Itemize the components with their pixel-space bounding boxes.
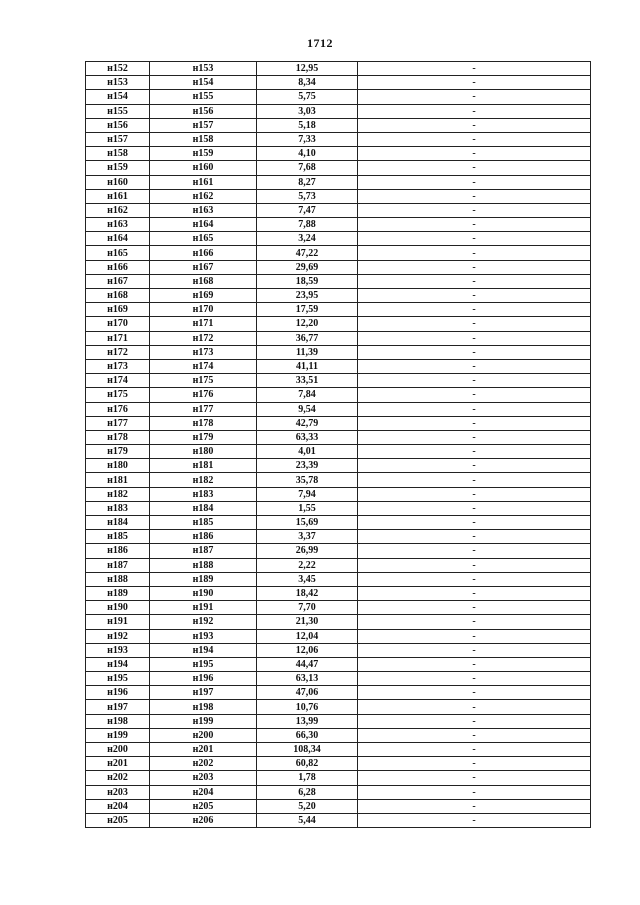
to-point-cell: н166 — [150, 246, 257, 260]
to-point-cell: н174 — [150, 359, 257, 373]
table-row — [86, 175, 591, 189]
to-point-cell: н201 — [150, 743, 257, 757]
note-cell: - — [358, 629, 591, 643]
table-row — [86, 345, 591, 359]
to-point-cell: н176 — [150, 388, 257, 402]
to-point-cell: н171 — [150, 317, 257, 331]
to-point-cell: н160 — [150, 161, 257, 175]
to-point-cell: н197 — [150, 686, 257, 700]
from-point-cell: н204 — [86, 799, 150, 813]
table-row — [86, 359, 591, 373]
note-cell: - — [358, 104, 591, 118]
to-point-cell: н163 — [150, 203, 257, 217]
to-point-cell: н167 — [150, 260, 257, 274]
boundary-table — [85, 61, 591, 828]
table-row — [86, 572, 591, 586]
length-cell: 4,01 — [257, 445, 358, 459]
table-row — [86, 743, 591, 757]
length-cell: 15,69 — [257, 516, 358, 530]
note-cell: - — [358, 516, 591, 530]
table-row — [86, 104, 591, 118]
from-point-cell: н153 — [86, 76, 150, 90]
from-point-cell: н165 — [86, 246, 150, 260]
note-cell: - — [358, 260, 591, 274]
table-row — [86, 686, 591, 700]
table-row — [86, 459, 591, 473]
table-row — [86, 601, 591, 615]
page-number: 1712 — [307, 36, 333, 50]
note-cell: - — [358, 132, 591, 146]
length-cell: 47,06 — [257, 686, 358, 700]
table-row — [86, 246, 591, 260]
from-point-cell: н169 — [86, 303, 150, 317]
length-cell: 3,24 — [257, 232, 358, 246]
table-row — [86, 317, 591, 331]
length-cell: 11,39 — [257, 345, 358, 359]
length-cell: 8,34 — [257, 76, 358, 90]
to-point-cell: н183 — [150, 487, 257, 501]
length-cell: 7,68 — [257, 161, 358, 175]
note-cell: - — [358, 402, 591, 416]
note-cell: - — [358, 62, 591, 76]
table-row — [86, 218, 591, 232]
length-cell: 21,30 — [257, 615, 358, 629]
note-cell: - — [358, 189, 591, 203]
length-cell: 13,99 — [257, 714, 358, 728]
length-cell: 66,30 — [257, 728, 358, 742]
table-row — [86, 558, 591, 572]
length-cell: 23,39 — [257, 459, 358, 473]
from-point-cell: н164 — [86, 232, 150, 246]
table-row — [86, 501, 591, 515]
note-cell: - — [358, 388, 591, 402]
note-cell: - — [358, 743, 591, 757]
note-cell: - — [358, 686, 591, 700]
note-cell: - — [358, 203, 591, 217]
note-cell: - — [358, 303, 591, 317]
from-point-cell: н168 — [86, 289, 150, 303]
note-cell: - — [358, 672, 591, 686]
from-point-cell: н166 — [86, 260, 150, 274]
to-point-cell: н191 — [150, 601, 257, 615]
note-cell: - — [358, 246, 591, 260]
table-row — [86, 757, 591, 771]
note-cell: - — [358, 544, 591, 558]
note-cell: - — [358, 317, 591, 331]
table-row — [86, 700, 591, 714]
table-row — [86, 714, 591, 728]
from-point-cell: н167 — [86, 274, 150, 288]
note-cell: - — [358, 161, 591, 175]
length-cell: 7,84 — [257, 388, 358, 402]
length-cell: 63,33 — [257, 430, 358, 444]
to-point-cell: н205 — [150, 799, 257, 813]
length-cell: 4,10 — [257, 147, 358, 161]
table-row — [86, 728, 591, 742]
length-cell: 10,76 — [257, 700, 358, 714]
length-cell: 3,45 — [257, 572, 358, 586]
length-cell: 7,70 — [257, 601, 358, 615]
to-point-cell: н194 — [150, 643, 257, 657]
to-point-cell: н190 — [150, 586, 257, 600]
to-point-cell: н170 — [150, 303, 257, 317]
from-point-cell: н178 — [86, 430, 150, 444]
from-point-cell: н203 — [86, 785, 150, 799]
length-cell: 36,77 — [257, 331, 358, 345]
note-cell: - — [358, 714, 591, 728]
to-point-cell: н193 — [150, 629, 257, 643]
length-cell: 7,47 — [257, 203, 358, 217]
table-row — [86, 530, 591, 544]
to-point-cell: н189 — [150, 572, 257, 586]
from-point-cell: н189 — [86, 586, 150, 600]
table-row — [86, 274, 591, 288]
note-cell: - — [358, 728, 591, 742]
to-point-cell: н187 — [150, 544, 257, 558]
table-row — [86, 402, 591, 416]
note-cell: - — [358, 586, 591, 600]
table-row — [86, 331, 591, 345]
from-point-cell: н155 — [86, 104, 150, 118]
note-cell: - — [358, 430, 591, 444]
from-point-cell: н197 — [86, 700, 150, 714]
note-cell: - — [358, 530, 591, 544]
from-point-cell: н162 — [86, 203, 150, 217]
length-cell: 26,99 — [257, 544, 358, 558]
to-point-cell: н158 — [150, 132, 257, 146]
table-row — [86, 76, 591, 90]
to-point-cell: н164 — [150, 218, 257, 232]
note-cell: - — [358, 147, 591, 161]
note-cell: - — [358, 218, 591, 232]
to-point-cell: н182 — [150, 473, 257, 487]
from-point-cell: н202 — [86, 771, 150, 785]
from-point-cell: н163 — [86, 218, 150, 232]
from-point-cell: н199 — [86, 728, 150, 742]
note-cell: - — [358, 374, 591, 388]
note-cell: - — [358, 558, 591, 572]
table-row — [86, 615, 591, 629]
table-row — [86, 388, 591, 402]
note-cell: - — [358, 757, 591, 771]
to-point-cell: н169 — [150, 289, 257, 303]
table-row — [86, 785, 591, 799]
note-cell: - — [358, 76, 591, 90]
to-point-cell: н159 — [150, 147, 257, 161]
from-point-cell: н176 — [86, 402, 150, 416]
to-point-cell: н184 — [150, 501, 257, 515]
from-point-cell: н170 — [86, 317, 150, 331]
note-cell: - — [358, 501, 591, 515]
to-point-cell: н199 — [150, 714, 257, 728]
length-cell: 12,06 — [257, 643, 358, 657]
to-point-cell: н181 — [150, 459, 257, 473]
to-point-cell: н173 — [150, 345, 257, 359]
from-point-cell: н190 — [86, 601, 150, 615]
to-point-cell: н156 — [150, 104, 257, 118]
length-cell: 18,59 — [257, 274, 358, 288]
length-cell: 9,54 — [257, 402, 358, 416]
to-point-cell: н165 — [150, 232, 257, 246]
from-point-cell: н187 — [86, 558, 150, 572]
length-cell: 7,33 — [257, 132, 358, 146]
note-cell: - — [358, 601, 591, 615]
table-body — [86, 62, 591, 828]
to-point-cell: н155 — [150, 90, 257, 104]
length-cell: 5,20 — [257, 799, 358, 813]
from-point-cell: н200 — [86, 743, 150, 757]
to-point-cell: н180 — [150, 445, 257, 459]
table-row — [86, 813, 591, 827]
table-row — [86, 289, 591, 303]
note-cell: - — [358, 274, 591, 288]
from-point-cell: н185 — [86, 530, 150, 544]
from-point-cell: н154 — [86, 90, 150, 104]
length-cell: 29,69 — [257, 260, 358, 274]
note-cell: - — [358, 232, 591, 246]
from-point-cell: н186 — [86, 544, 150, 558]
table-row — [86, 132, 591, 146]
to-point-cell: н204 — [150, 785, 257, 799]
to-point-cell: н162 — [150, 189, 257, 203]
length-cell: 47,22 — [257, 246, 358, 260]
from-point-cell: н179 — [86, 445, 150, 459]
table-row — [86, 643, 591, 657]
note-cell: - — [358, 459, 591, 473]
from-point-cell: н192 — [86, 629, 150, 643]
length-cell: 12,95 — [257, 62, 358, 76]
to-point-cell: н153 — [150, 62, 257, 76]
table-row — [86, 374, 591, 388]
to-point-cell: н154 — [150, 76, 257, 90]
table-row — [86, 416, 591, 430]
length-cell: 1,55 — [257, 501, 358, 515]
table-row — [86, 672, 591, 686]
table-row — [86, 203, 591, 217]
table-row — [86, 430, 591, 444]
from-point-cell: н152 — [86, 62, 150, 76]
note-cell: - — [358, 771, 591, 785]
from-point-cell: н184 — [86, 516, 150, 530]
from-point-cell: н205 — [86, 813, 150, 827]
to-point-cell: н196 — [150, 672, 257, 686]
from-point-cell: н180 — [86, 459, 150, 473]
to-point-cell: н175 — [150, 374, 257, 388]
note-cell: - — [358, 657, 591, 671]
to-point-cell: н168 — [150, 274, 257, 288]
note-cell: - — [358, 345, 591, 359]
length-cell: 3,37 — [257, 530, 358, 544]
from-point-cell: н156 — [86, 118, 150, 132]
to-point-cell: н195 — [150, 657, 257, 671]
length-cell: 7,94 — [257, 487, 358, 501]
table-row — [86, 657, 591, 671]
length-cell: 3,03 — [257, 104, 358, 118]
to-point-cell: н203 — [150, 771, 257, 785]
from-point-cell: н177 — [86, 416, 150, 430]
length-cell: 1,78 — [257, 771, 358, 785]
from-point-cell: н157 — [86, 132, 150, 146]
table-row — [86, 629, 591, 643]
from-point-cell: н191 — [86, 615, 150, 629]
to-point-cell: н161 — [150, 175, 257, 189]
from-point-cell: н158 — [86, 147, 150, 161]
from-point-cell: н173 — [86, 359, 150, 373]
from-point-cell: н188 — [86, 572, 150, 586]
table-row — [86, 544, 591, 558]
from-point-cell: н193 — [86, 643, 150, 657]
from-point-cell: н195 — [86, 672, 150, 686]
note-cell: - — [358, 90, 591, 104]
table-row — [86, 473, 591, 487]
length-cell: 18,42 — [257, 586, 358, 600]
table-row — [86, 487, 591, 501]
length-cell: 7,88 — [257, 218, 358, 232]
note-cell: - — [358, 473, 591, 487]
to-point-cell: н157 — [150, 118, 257, 132]
length-cell: 23,95 — [257, 289, 358, 303]
table-row — [86, 516, 591, 530]
note-cell: - — [358, 289, 591, 303]
from-point-cell: н183 — [86, 501, 150, 515]
note-cell: - — [358, 643, 591, 657]
from-point-cell: н174 — [86, 374, 150, 388]
note-cell: - — [358, 359, 591, 373]
from-point-cell: н194 — [86, 657, 150, 671]
to-point-cell: н186 — [150, 530, 257, 544]
length-cell: 108,34 — [257, 743, 358, 757]
note-cell: - — [358, 700, 591, 714]
length-cell: 33,51 — [257, 374, 358, 388]
note-cell: - — [358, 331, 591, 345]
length-cell: 35,78 — [257, 473, 358, 487]
length-cell: 5,73 — [257, 189, 358, 203]
to-point-cell: н179 — [150, 430, 257, 444]
to-point-cell: н185 — [150, 516, 257, 530]
table-row — [86, 799, 591, 813]
length-cell: 12,04 — [257, 629, 358, 643]
to-point-cell: н192 — [150, 615, 257, 629]
table-row — [86, 147, 591, 161]
from-point-cell: н175 — [86, 388, 150, 402]
length-cell: 5,18 — [257, 118, 358, 132]
length-cell: 41,11 — [257, 359, 358, 373]
from-point-cell: н159 — [86, 161, 150, 175]
from-point-cell: н182 — [86, 487, 150, 501]
note-cell: - — [358, 799, 591, 813]
table-row — [86, 90, 591, 104]
table-row — [86, 232, 591, 246]
note-cell: - — [358, 487, 591, 501]
table-row — [86, 303, 591, 317]
to-point-cell: н202 — [150, 757, 257, 771]
note-cell: - — [358, 445, 591, 459]
note-cell: - — [358, 813, 591, 827]
table-row — [86, 771, 591, 785]
length-cell: 5,44 — [257, 813, 358, 827]
length-cell: 8,27 — [257, 175, 358, 189]
table-row — [86, 62, 591, 76]
length-cell: 2,22 — [257, 558, 358, 572]
from-point-cell: н172 — [86, 345, 150, 359]
table-row — [86, 189, 591, 203]
from-point-cell: н201 — [86, 757, 150, 771]
table-row — [86, 161, 591, 175]
note-cell: - — [358, 416, 591, 430]
from-point-cell: н171 — [86, 331, 150, 345]
to-point-cell: н178 — [150, 416, 257, 430]
note-cell: - — [358, 785, 591, 799]
to-point-cell: н188 — [150, 558, 257, 572]
from-point-cell: н181 — [86, 473, 150, 487]
length-cell: 42,79 — [257, 416, 358, 430]
to-point-cell: н198 — [150, 700, 257, 714]
table-row — [86, 118, 591, 132]
length-cell: 17,59 — [257, 303, 358, 317]
to-point-cell: н206 — [150, 813, 257, 827]
from-point-cell: н160 — [86, 175, 150, 189]
length-cell: 5,75 — [257, 90, 358, 104]
to-point-cell: н177 — [150, 402, 257, 416]
length-cell: 44,47 — [257, 657, 358, 671]
table-row — [86, 260, 591, 274]
note-cell: - — [358, 175, 591, 189]
length-cell: 12,20 — [257, 317, 358, 331]
table-row — [86, 445, 591, 459]
length-cell: 63,13 — [257, 672, 358, 686]
note-cell: - — [358, 572, 591, 586]
length-cell: 6,28 — [257, 785, 358, 799]
from-point-cell: н161 — [86, 189, 150, 203]
length-cell: 60,82 — [257, 757, 358, 771]
from-point-cell: н196 — [86, 686, 150, 700]
table-row — [86, 586, 591, 600]
to-point-cell: н200 — [150, 728, 257, 742]
note-cell: - — [358, 615, 591, 629]
note-cell: - — [358, 118, 591, 132]
to-point-cell: н172 — [150, 331, 257, 345]
from-point-cell: н198 — [86, 714, 150, 728]
